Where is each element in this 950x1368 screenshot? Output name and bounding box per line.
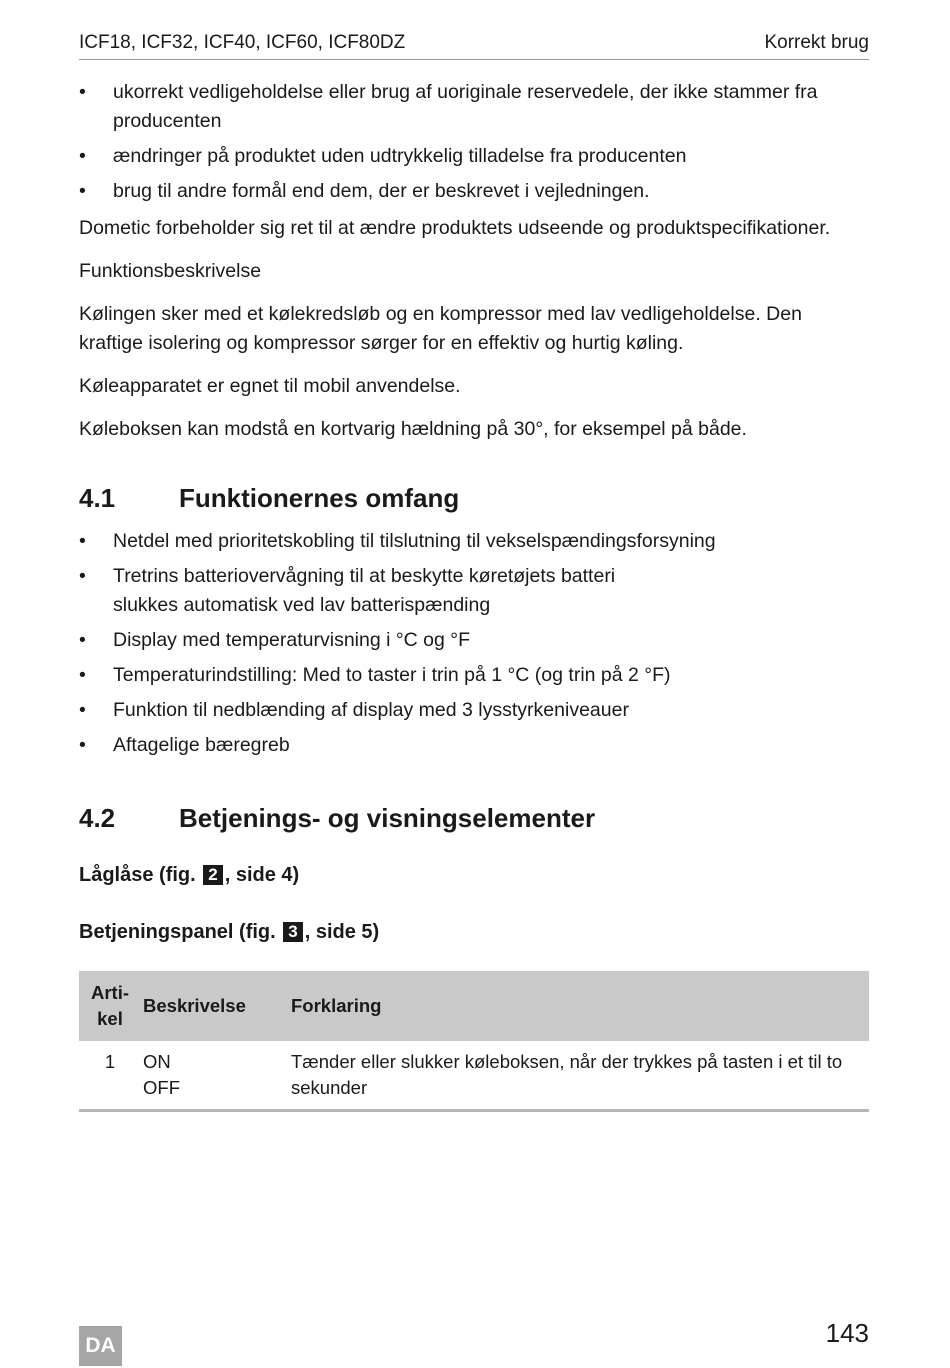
intro-bullet-list bbox=[79, 78, 869, 206]
bullet-icon: • bbox=[79, 734, 86, 756]
bullet-icon: • bbox=[79, 629, 86, 651]
list-item: • Tretrins batteriovervågning til at beskytte køretøjets batteri slukkes automatisk ved lav batterispænding bbox=[79, 562, 869, 620]
section-heading-4-1 bbox=[79, 484, 869, 513]
bullet-icon: • bbox=[79, 145, 86, 167]
column-header-item: Arti- kel bbox=[90, 982, 130, 1029]
column-header-description: Beskrivelse bbox=[143, 995, 246, 1016]
list-item: • Netdel med prioritetskobling til tilslutning til vekselspændingsforsyning bbox=[79, 527, 869, 556]
paragraph: Kølingen sker med et kølekredsløb og en kompressor med lav vedligeholdelse. Den kraftige isolering og kompressor sørger for en effektiv og hurtig køling. bbox=[79, 303, 802, 354]
header-section: Korrekt brug bbox=[764, 32, 869, 53]
page-number: 143 bbox=[825, 1318, 869, 1348]
section-number: 4.2 bbox=[79, 803, 116, 833]
list-item: • ændringer på produktet uden udtrykkelig tilladelse fra producenten bbox=[79, 142, 869, 171]
list-item: • Funktion til nedblænding af display med 3 lysstyrkeniveauer bbox=[79, 696, 869, 725]
cell-description: ON OFF bbox=[143, 1051, 180, 1098]
paragraph: Dometic forbeholder sig ret til at ændre produktets udseende og produktspecifikationer. bbox=[79, 217, 831, 239]
subheading-control-panel: Betjeningspanel (fig. 3 , side 5) bbox=[79, 921, 380, 943]
paragraph: Funktionsbeskrivelse bbox=[79, 260, 262, 282]
table-row bbox=[79, 1041, 869, 1111]
cell-item: 1 bbox=[104, 1051, 116, 1072]
column-header-explanation: Forklaring bbox=[291, 995, 382, 1016]
section-number: 4.1 bbox=[79, 483, 116, 513]
bullet-icon: • bbox=[79, 81, 86, 103]
list-item: • Display med temperaturvisning i °C og °F bbox=[79, 626, 869, 655]
page-content bbox=[79, 78, 869, 1112]
list-item: • brug til andre formål end dem, der er beskrevet i vejledningen. bbox=[79, 177, 869, 206]
page-header bbox=[79, 30, 869, 60]
section-heading-4-2 bbox=[79, 804, 869, 833]
paragraph: Køleapparatet er egnet til mobil anvendelse. bbox=[79, 375, 461, 397]
controls-table bbox=[79, 971, 869, 1112]
paragraph: Køleboksen kan modstå en kortvarig hældning på 30°, for eksempel på både. bbox=[79, 418, 747, 440]
section-title: Betjenings- og visningselementer bbox=[179, 803, 596, 833]
figure-reference-badge: 2 bbox=[203, 865, 222, 885]
section-title: Funktionernes omfang bbox=[179, 483, 460, 513]
language-badge: DA bbox=[79, 1326, 122, 1366]
cell-explanation: Tænder eller slukker køleboksen, når der trykkes på tasten i et til to sekunder bbox=[291, 1051, 843, 1098]
bullet-icon: • bbox=[79, 664, 86, 686]
table-header-row bbox=[79, 971, 869, 1041]
header-models: ICF18, ICF32, ICF40, ICF60, ICF80DZ bbox=[79, 32, 406, 53]
bullet-icon: • bbox=[79, 565, 86, 587]
figure-reference-badge: 3 bbox=[283, 922, 302, 942]
list-item: • ukorrekt vedligeholdelse eller brug af uoriginale reservedele, der ikke stammer fra producenten bbox=[79, 78, 869, 136]
bullet-icon: • bbox=[79, 180, 86, 202]
bullet-icon: • bbox=[79, 530, 86, 552]
bullet-icon: • bbox=[79, 699, 86, 721]
list-item: • Temperaturindstilling: Med to taster i trin på 1 °C (og trin på 2 °F) bbox=[79, 661, 869, 690]
features-bullet-list bbox=[79, 527, 869, 760]
list-item: • Aftagelige bæregreb bbox=[79, 731, 869, 760]
subheading-lid-lock: Låglåse (fig. 2 , side 4) bbox=[79, 864, 300, 886]
